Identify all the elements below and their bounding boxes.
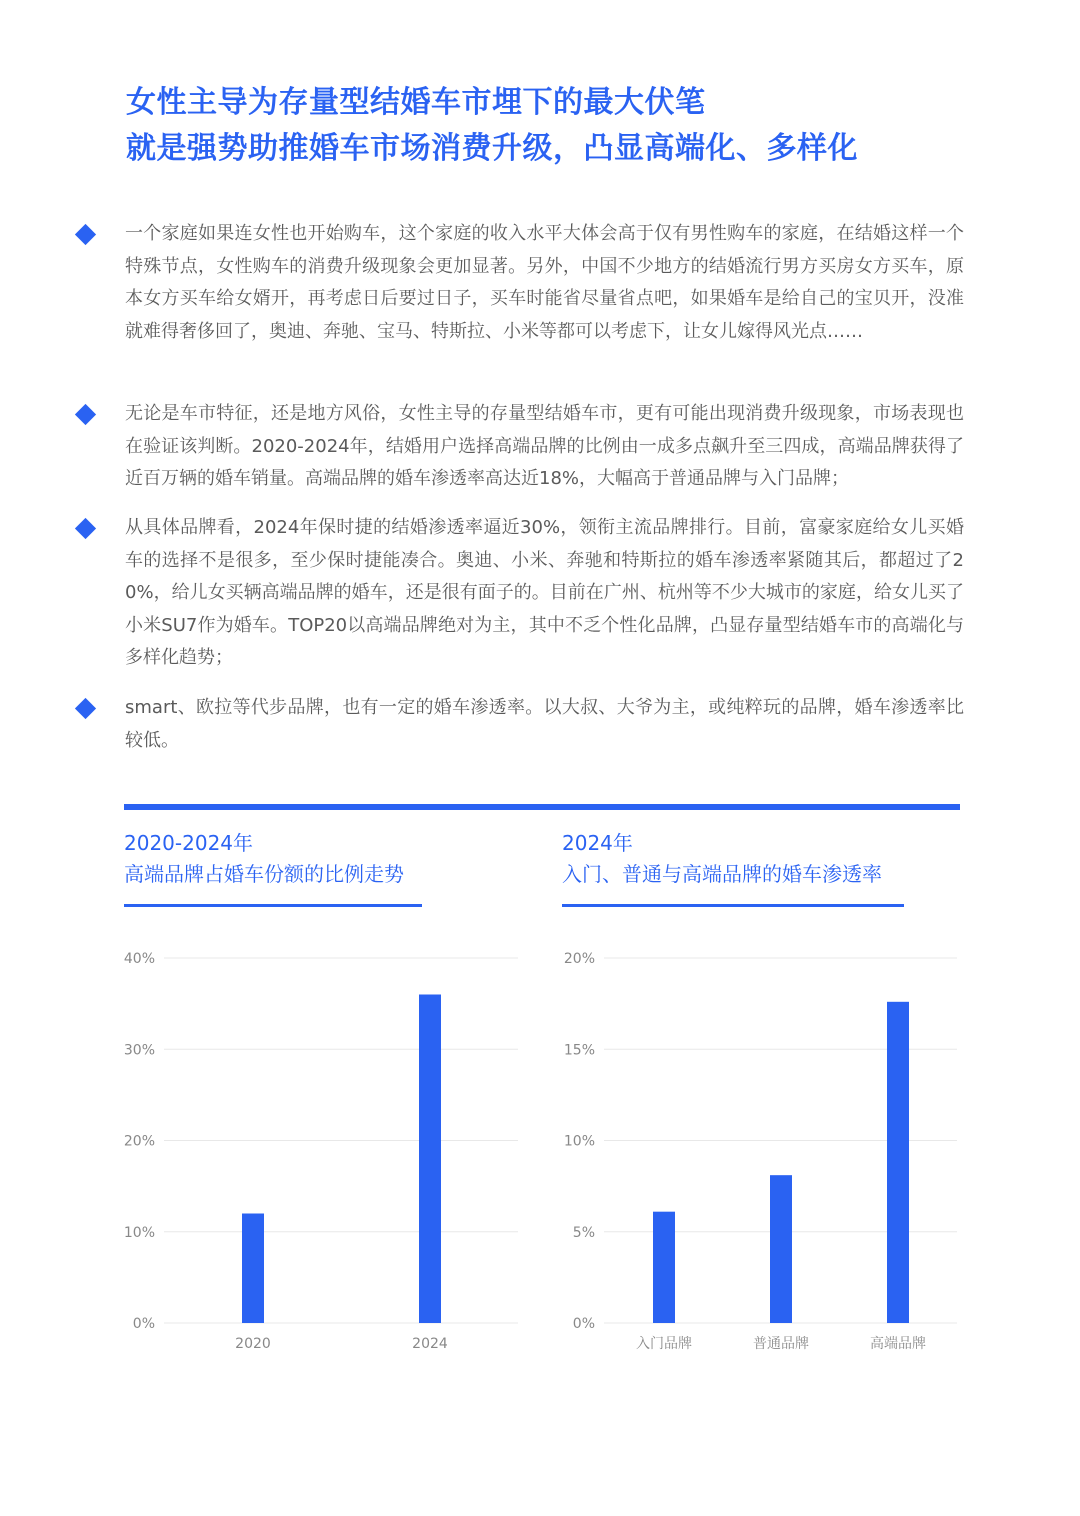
chart-2-title-line-1: 2024年 — [562, 831, 633, 855]
chart-1-y-tick-label: 30% — [123, 1042, 155, 1059]
chart-2-y-tick-label: 20% — [563, 951, 595, 967]
chart-1-y-tick-label: 10% — [123, 1224, 155, 1241]
chart-2-title-line-2: 入门、普通与高端品牌的婚车渗透率 — [562, 862, 882, 886]
paragraph-text: 无论是车市特征，还是地方风俗，女性主导的存量型结婚车市，更有可能出现消费升级现象，市场表现也在验证该判断。2020-2024年，结婚用户选择高端品牌的比例由一成多点飙升至三四成，高端品牌获得了近百万辆的婚车销量。高端品牌的婚车渗透率高达近18%，大幅高于普通品牌与入门品牌； — [125, 403, 964, 489]
chart-2-bar — [653, 1212, 675, 1323]
chart-1-y-tick-label: 0% — [132, 1316, 155, 1332]
chart-2-bar — [770, 1175, 792, 1323]
chart-2-x-tick-label: 高端品牌 — [870, 1336, 926, 1352]
chart-2-y-tick-label: 10% — [563, 1133, 595, 1150]
chart-1-title-line-2: 高端品牌占婚车份额的比例走势 — [124, 862, 404, 886]
chart-2-y-tick-label: 15% — [563, 1042, 595, 1059]
paragraph-text: 一个家庭如果连女性也开始购车，这个家庭的收入水平大体会高于仅有男性购车的家庭，在结婚这样一个特殊节点，女性购车的消费升级现象会更加显著。另外，中国不少地方的结婚流行男方买房女方买车，原本女方买车给女婿开，再考虑日后要过日子，买车时能省尽量省点吧，如果婚车是给自己的宝贝开，没准就难得奢侈回了，奥迪、奔驰、宝马、特斯拉、小米等都可以考虑下，让女儿嫁得风光点…… — [125, 223, 964, 342]
chart-1-y-tick-label: 40% — [123, 951, 155, 967]
chart-2-y-tick-label: 0% — [572, 1316, 595, 1332]
chart-1-bar — [242, 1214, 264, 1324]
paragraph-text: 从具体品牌看，2024年保时捷的结婚渗透率逼近30%，领衔主流品牌排行。目前，富豪家庭给女儿买婚车的选择不是很多，至少保时捷能凑合。奥迪、小米、奔驰和特斯拉的婚车渗透率紧随其后，都超过了20%，给儿女买辆高端品牌的婚车，还是很有面子的。目前在广州、杭州等不少大城市的家庭，给女儿买了小米SU7作为婚车。TOP20以高端品牌绝对为主，其中不乏个性化品牌，凸显存量型结婚车市的高端化与多样化趋势； — [125, 517, 964, 668]
chart-2-x-tick-label: 普通品牌 — [753, 1336, 809, 1352]
chart-1-title-line-1: 2020-2024年 — [124, 831, 254, 855]
chart-2-x-tick-label: 入门品牌 — [636, 1336, 692, 1352]
chart-2-bar — [887, 1002, 909, 1323]
chart-1-bar — [419, 995, 441, 1324]
chart-1-x-tick-label: 2024 — [412, 1336, 448, 1352]
title-line-2: 就是强势助推婚车市场消费升级，凸显高端化、多样化 — [126, 131, 858, 166]
chart-2-y-tick-label: 5% — [572, 1224, 595, 1241]
chart-1-y-tick-label: 20% — [123, 1133, 155, 1150]
paragraph-text: smart、欧拉等代步品牌，也有一定的婚车渗透率。以大叔、大爷为主，或纯粹玩的品牌，婚车渗透率比较低。 — [125, 697, 964, 751]
chart-1-x-tick-label: 2020 — [235, 1336, 271, 1352]
title-line-1: 女性主导为存量型结婚车市埋下的最大伏笔 — [126, 85, 706, 120]
